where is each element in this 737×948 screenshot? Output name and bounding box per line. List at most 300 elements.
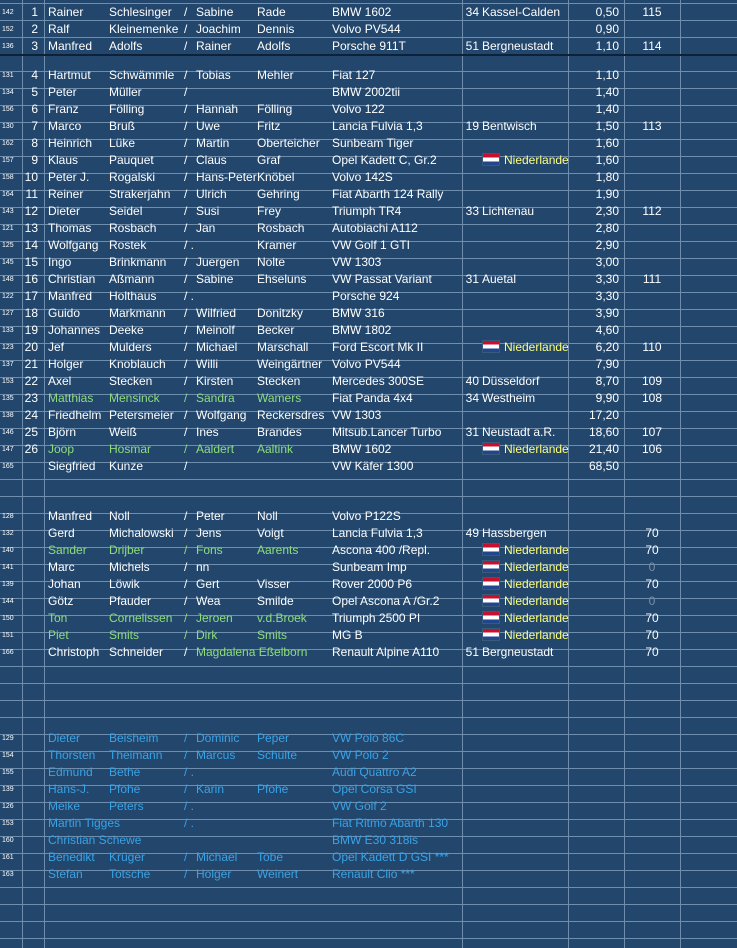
- penalty-time: 0,90: [595, 22, 619, 36]
- driver-last-name: Krüger: [109, 850, 146, 864]
- car-model: Sunbeam Imp: [332, 560, 407, 574]
- driver-first-name: Heinrich: [48, 136, 93, 150]
- penalty-time: 3,90: [595, 306, 619, 320]
- penalty-time: [569, 815, 623, 832]
- table-row[interactable]: [0, 593, 737, 610]
- penalty-time: 1,90: [595, 187, 619, 201]
- separator: / .: [184, 816, 195, 830]
- driver-first-name: Ralf: [48, 22, 70, 36]
- points: 70: [645, 645, 659, 659]
- penalty-time: [569, 747, 623, 764]
- driver-first-name: Meike: [48, 799, 81, 813]
- points: [624, 866, 680, 883]
- table-row[interactable]: [0, 764, 737, 781]
- rank: 16: [24, 272, 38, 286]
- club-number: 19: [465, 119, 479, 133]
- codriver-first-name: Sandra: [196, 391, 235, 405]
- points: [624, 356, 680, 373]
- table-row[interactable]: [0, 84, 737, 101]
- table-row[interactable]: [0, 644, 737, 661]
- rank: [22, 832, 38, 849]
- table-row[interactable]: [0, 849, 737, 866]
- driver-first-name: Marc: [48, 560, 75, 574]
- penalty-time: [569, 542, 623, 559]
- penalty-time: 17,20: [588, 408, 619, 422]
- row-number: 153: [2, 820, 14, 827]
- row-number: 140: [2, 547, 14, 554]
- club-number: [462, 254, 479, 271]
- penalty-time: 1,80: [595, 170, 619, 184]
- codriver-last-name: Smilde: [257, 594, 294, 608]
- driver-first-name: Christian: [48, 272, 96, 286]
- points: [624, 849, 680, 866]
- driver-last-name: Müller: [109, 85, 142, 99]
- rank: 10: [24, 170, 38, 184]
- car-model: VW 1303: [332, 255, 382, 269]
- table-row[interactable]: [0, 576, 737, 593]
- codriver-first-name: Jan: [196, 221, 216, 235]
- driver-last-name: Beisheim: [109, 731, 159, 745]
- points: [624, 84, 680, 101]
- points: [624, 730, 680, 747]
- driver-last-name: Petersmeier: [109, 408, 174, 422]
- codriver-last-name: Peper: [257, 731, 290, 745]
- table-row[interactable]: [0, 832, 737, 849]
- table-row[interactable]: [0, 118, 737, 135]
- row-gridline: [0, 683, 737, 684]
- car-model: Triumph 2500 PI: [332, 611, 421, 625]
- table-row[interactable]: [0, 866, 737, 883]
- separator: /: [184, 442, 188, 456]
- penalty-time: 1,10: [595, 68, 619, 82]
- driver-last-name: Michels: [109, 560, 150, 574]
- table-row[interactable]: [0, 356, 737, 373]
- club-city: [482, 866, 568, 883]
- table-row[interactable]: [0, 4, 737, 21]
- driver-last-name: Seidel: [109, 204, 143, 218]
- row-number: 151: [2, 632, 14, 639]
- points: [624, 508, 680, 525]
- codriver-last-name: Tobe: [257, 850, 284, 864]
- row-number: 144: [2, 598, 14, 605]
- codriver-first-name: Willi: [196, 357, 218, 371]
- codriver-first-name: Hannah: [196, 102, 239, 116]
- row-gridline: [0, 479, 737, 480]
- netherlands-flag-icon: [482, 543, 500, 556]
- codriver-first-name: Tobias: [196, 68, 231, 82]
- club-number: [462, 237, 479, 254]
- points: [624, 815, 680, 832]
- row-number: 137: [2, 361, 14, 368]
- table-row[interactable]: [0, 559, 737, 576]
- codriver-last-name: Fritz: [257, 119, 281, 133]
- table-row[interactable]: [0, 525, 737, 542]
- club-city: [482, 152, 568, 169]
- club-number: [462, 508, 479, 525]
- table-row[interactable]: [0, 220, 737, 237]
- club-number: [462, 84, 479, 101]
- club-number: [462, 305, 479, 322]
- table-row[interactable]: [0, 271, 737, 288]
- club-city: Neustadt a.R.: [482, 425, 556, 439]
- table-row[interactable]: [0, 305, 737, 322]
- codriver-first-name: Sabine: [196, 5, 234, 19]
- codriver-first-name: Ines: [196, 425, 219, 439]
- club-city: [482, 832, 568, 849]
- penalty-time: [569, 559, 623, 576]
- club-number: [462, 832, 479, 849]
- driver-last-name: Michalowski: [109, 526, 174, 540]
- separator: /: [184, 509, 188, 523]
- club-number: 33: [465, 204, 479, 218]
- driver-first-name: Dieter: [48, 731, 81, 745]
- table-row[interactable]: [0, 610, 737, 627]
- driver-last-name: Strakerjahn: [109, 187, 171, 201]
- table-row[interactable]: [0, 542, 737, 559]
- separator: /: [184, 731, 188, 745]
- car-model: Volvo PV544: [332, 357, 401, 371]
- driver-first-name: Wolfgang: [48, 238, 99, 252]
- codriver-first-name: [196, 832, 254, 849]
- points: 106: [641, 442, 663, 456]
- row-number: 134: [2, 89, 14, 96]
- club-city: [482, 747, 568, 764]
- rank: [22, 815, 38, 832]
- separator: /: [184, 323, 188, 337]
- separator: /: [184, 255, 188, 269]
- separator: /: [184, 425, 188, 439]
- table-row[interactable]: [0, 458, 737, 475]
- separator: /: [184, 102, 188, 116]
- club-number: 34: [465, 391, 479, 405]
- car-model: Triumph TR4: [332, 204, 402, 218]
- club-number: [462, 627, 479, 644]
- driver-last-name: Noll: [109, 509, 130, 523]
- rank: 6: [31, 102, 38, 116]
- separator: /: [184, 748, 188, 762]
- table-row[interactable]: [0, 169, 737, 186]
- country-label: Niederlande: [504, 628, 569, 642]
- table-row[interactable]: [0, 254, 737, 271]
- table-row[interactable]: [0, 21, 737, 38]
- driver-first-name: Axel: [48, 374, 72, 388]
- points: [624, 152, 680, 169]
- driver-first-name: Manfred: [48, 289, 93, 303]
- club-number: 51: [465, 645, 479, 659]
- club-city: [482, 458, 568, 475]
- penalty-time: 1,50: [595, 119, 619, 133]
- table-row[interactable]: [0, 815, 737, 832]
- row-number: 139: [2, 786, 14, 793]
- club-city: Bergneustadt: [482, 645, 554, 659]
- table-row[interactable]: [0, 441, 737, 458]
- car-model: Lancia Fulvia 1,3: [332, 526, 423, 540]
- penalty-time: 7,90: [595, 357, 619, 371]
- table-row[interactable]: [0, 339, 737, 356]
- driver-last-name: Mensinck: [109, 391, 160, 405]
- codriver-last-name: [257, 84, 329, 101]
- row-number: 153: [2, 378, 14, 385]
- penalty-time: 18,60: [588, 425, 619, 439]
- codriver-first-name: Martin: [196, 136, 230, 150]
- car-model: VW Passat Variant: [332, 272, 432, 286]
- penalty-time: 68,50: [588, 459, 619, 473]
- rank: 4: [31, 68, 38, 82]
- row-number: 141: [2, 564, 14, 571]
- codriver-first-name: Marcus: [196, 748, 236, 762]
- points: [624, 305, 680, 322]
- table-row[interactable]: [0, 730, 737, 747]
- driver-first-name: Reiner: [48, 187, 84, 201]
- row-gridline: [0, 921, 737, 922]
- club-number: [462, 135, 479, 152]
- points: [624, 21, 680, 38]
- codriver-last-name: Dennis: [257, 22, 295, 36]
- car-model: Sunbeam Tiger: [332, 136, 414, 150]
- club-number: 40: [465, 374, 479, 388]
- table-row[interactable]: [0, 798, 737, 815]
- table-row[interactable]: [0, 424, 737, 441]
- points: [624, 186, 680, 203]
- penalty-time: [569, 764, 623, 781]
- points: 0: [648, 594, 656, 608]
- driver-first-name: Benedikt: [48, 850, 95, 864]
- driver-first-name: Stefan: [48, 867, 83, 881]
- club-number: [462, 322, 479, 339]
- table-row[interactable]: [0, 38, 737, 55]
- country-label: Niederlande: [504, 340, 569, 354]
- row-number: 158: [2, 174, 14, 181]
- club-city: Lichtenau: [482, 204, 535, 218]
- codriver-first-name: Sabine: [196, 272, 234, 286]
- codriver-last-name: Becker: [257, 323, 295, 337]
- separator: /: [184, 340, 188, 354]
- club-city: [482, 576, 568, 593]
- car-model: Opel Ascona A /Gr.2: [332, 594, 440, 608]
- codriver-last-name: [257, 288, 329, 305]
- club-city: [482, 288, 568, 305]
- club-city: [482, 356, 568, 373]
- car-model: BMW 316: [332, 306, 385, 320]
- row-number: 160: [2, 837, 14, 844]
- club-number: [462, 220, 479, 237]
- driver-last-name: Markmann: [109, 306, 166, 320]
- driver-first-name: Thomas: [48, 221, 92, 235]
- driver-last-name: Weiß: [109, 425, 137, 439]
- penalty-time: [569, 593, 623, 610]
- row-number: 127: [2, 310, 14, 317]
- row-gridline: [0, 904, 737, 905]
- codriver-first-name: Peter: [196, 509, 225, 523]
- codriver-last-name: [257, 764, 329, 781]
- club-number: [462, 152, 479, 169]
- row-number: 165: [2, 463, 14, 470]
- table-row[interactable]: [0, 186, 737, 203]
- codriver-last-name: Stecken: [257, 374, 301, 388]
- table-row[interactable]: [0, 747, 737, 764]
- penalty-time: [569, 627, 623, 644]
- points: [624, 135, 680, 152]
- row-number: 136: [2, 43, 14, 50]
- table-row[interactable]: [0, 203, 737, 220]
- codriver-first-name: Juergen: [196, 255, 240, 269]
- driver-last-name: [109, 832, 183, 849]
- club-city: [482, 186, 568, 203]
- driver-last-name: [109, 815, 183, 832]
- penalty-time: 1,40: [595, 102, 619, 116]
- club-city: Düsseldorf: [482, 374, 540, 388]
- penalty-time: [569, 730, 623, 747]
- driver-first-name: Manfred: [48, 39, 93, 53]
- driver-first-name: Ingo: [48, 255, 72, 269]
- driver-last-name: Schwämmle: [109, 68, 175, 82]
- table-row[interactable]: [0, 508, 737, 525]
- codriver-first-name: Wolfgang: [196, 408, 247, 422]
- row-number: 123: [2, 344, 14, 351]
- driver-last-name: Lüke: [109, 136, 136, 150]
- netherlands-flag-icon: [482, 560, 500, 573]
- codriver-first-name: Hans-Peter: [196, 170, 257, 184]
- penalty-time: 0,50: [595, 5, 619, 19]
- points: [624, 764, 680, 781]
- driver-first-name: Franz: [48, 102, 79, 116]
- netherlands-flag-icon: [482, 340, 500, 353]
- car-model: Volvo PV544: [332, 22, 401, 36]
- table-row[interactable]: [0, 781, 737, 798]
- codriver-last-name: Reckersdres: [257, 408, 325, 422]
- driver-first-name: Marco: [48, 119, 82, 133]
- rank: 12: [24, 204, 38, 218]
- codriver-last-name: v.d.Broek: [257, 611, 307, 625]
- table-row[interactable]: [0, 237, 737, 254]
- codriver-first-name: [196, 815, 254, 832]
- separator: /: [184, 577, 188, 591]
- driver-last-name: Kleinemenke: [109, 22, 179, 36]
- netherlands-flag-icon: [482, 153, 500, 166]
- codriver-first-name: Magdalena Eßelborn: [196, 645, 308, 659]
- codriver-last-name: [257, 798, 329, 815]
- rank: [22, 508, 38, 525]
- codriver-last-name: Gehring: [257, 187, 300, 201]
- rank: [22, 559, 38, 576]
- codriver-first-name: Susi: [196, 204, 220, 218]
- points: 113: [642, 119, 662, 133]
- row-number: 164: [2, 191, 14, 198]
- separator: /: [184, 611, 188, 625]
- driver-last-name: Fölling: [109, 102, 145, 116]
- driver-first-name: Hartmut: [48, 68, 91, 82]
- separator: /: [184, 136, 188, 150]
- club-number: [462, 610, 479, 627]
- table-row[interactable]: [0, 101, 737, 118]
- club-number: [462, 730, 479, 747]
- table-row[interactable]: [0, 152, 737, 169]
- car-model: Mercedes 300SE: [332, 374, 425, 388]
- points: [624, 407, 680, 424]
- points: [624, 832, 680, 849]
- car-model: Porsche 911T: [332, 39, 406, 53]
- driver-first-name: Rainer: [48, 5, 84, 19]
- driver-first-name: Björn: [48, 425, 77, 439]
- separator: /: [184, 272, 188, 286]
- club-city: [482, 237, 568, 254]
- points: [624, 288, 680, 305]
- driver-first-name: Piet: [48, 628, 69, 642]
- rank: 2: [31, 22, 38, 36]
- codriver-last-name: Kramer: [257, 238, 297, 252]
- row-number: 154: [2, 752, 14, 759]
- codriver-last-name: Aaltink: [257, 442, 294, 456]
- driver-first-name: Dieter: [48, 204, 81, 218]
- points: 110: [642, 340, 662, 354]
- driver-last-name: Stecken: [109, 374, 153, 388]
- codriver-last-name: [257, 559, 329, 576]
- codriver-first-name: nn: [196, 560, 210, 574]
- club-city: Hassbergen: [482, 526, 547, 540]
- club-city: [482, 305, 568, 322]
- rank: 1: [31, 5, 38, 19]
- row-number: 142: [2, 9, 14, 16]
- separator: /: [184, 39, 188, 53]
- car-model: Rover 2000 P6: [332, 577, 413, 591]
- points: 70: [645, 543, 659, 557]
- car-model: Opel Kadett D GSI ***: [332, 850, 449, 864]
- rank: 8: [31, 136, 38, 150]
- points: [624, 254, 680, 271]
- table-row[interactable]: [0, 627, 737, 644]
- separator: /: [184, 22, 188, 36]
- car-model: Volvo P122S: [332, 509, 401, 523]
- points: [624, 322, 680, 339]
- penalty-time: [569, 832, 623, 849]
- driver-last-name: Pfauder: [109, 594, 152, 608]
- points: 115: [642, 5, 662, 19]
- club-number: 51: [465, 39, 479, 53]
- driver-last-name: Löwik: [109, 577, 140, 591]
- separator: / .: [184, 765, 195, 779]
- club-number: [462, 441, 479, 458]
- driver-first-name: Gerd: [48, 526, 75, 540]
- table-row[interactable]: [0, 373, 737, 390]
- codriver-first-name: Wea: [196, 594, 221, 608]
- penalty-time: 1,60: [595, 153, 619, 167]
- codriver-last-name: Weingärtner: [257, 357, 323, 371]
- row-number: 129: [2, 735, 14, 742]
- penalty-time: [569, 866, 623, 883]
- separator: /: [184, 170, 188, 184]
- club-city: [482, 849, 568, 866]
- driver-last-name: Schlesinger: [109, 5, 172, 19]
- penalty-time: 8,70: [595, 374, 619, 388]
- club-number: [462, 849, 479, 866]
- row-number: 143: [2, 208, 14, 215]
- table-row[interactable]: [0, 288, 737, 305]
- table-row[interactable]: [0, 135, 737, 152]
- table-row[interactable]: [0, 407, 737, 424]
- table-row[interactable]: [0, 67, 737, 84]
- driver-last-name: Totsche: [109, 867, 151, 881]
- codriver-first-name: Uwe: [196, 119, 221, 133]
- club-city: [482, 764, 568, 781]
- table-row[interactable]: [0, 390, 737, 407]
- codriver-first-name: [196, 288, 254, 305]
- codriver-last-name: Adolfs: [257, 39, 291, 53]
- driver-first-name: Peter J.: [48, 170, 90, 184]
- table-row[interactable]: [0, 322, 737, 339]
- driver-last-name: Hosmar: [109, 442, 152, 456]
- country-label: Niederlande: [504, 594, 569, 608]
- club-city: [482, 67, 568, 84]
